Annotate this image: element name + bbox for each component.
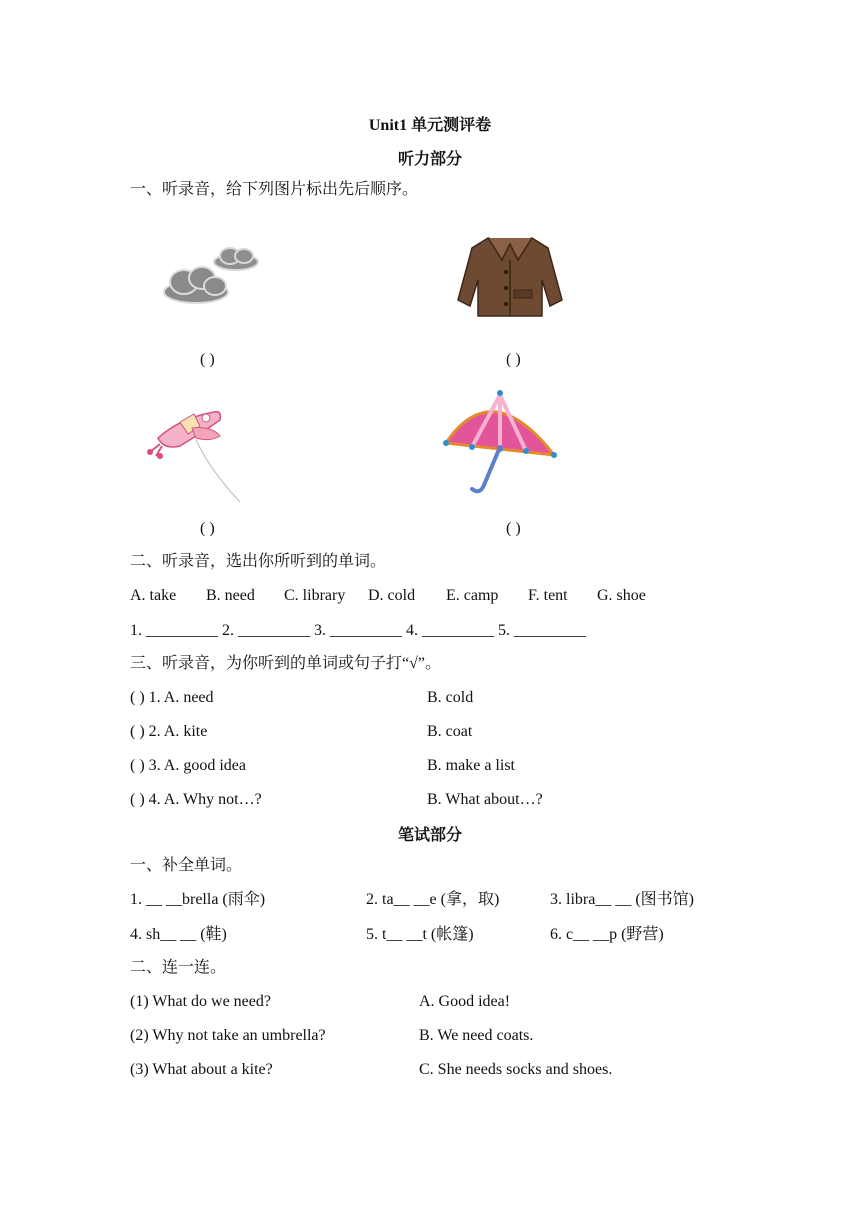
sec3-item-a: ( ) 2. A. kite [130,723,208,740]
w2-instruction: 二、连一连。 [130,959,227,976]
w1-item: 3. libra__ __ (图书馆) [550,891,694,908]
w2-question: (2) Why not take an umbrella? [130,1027,326,1044]
sec1-instruction: 一、听录音，给下列图片标出先后顺序。 [130,181,419,198]
w1-item: 1. __ __brella (雨伞) [130,891,266,908]
picture-1-answer: ( ) [200,351,215,368]
sec3-item-a: ( ) 1. A. need [130,689,214,706]
w2-question: (3) What about a kite? [130,1061,273,1078]
sec3-instruction: 三、听录音，为你听到的单词或句子打“√”。 [130,655,441,672]
sec2-option: D. cold [368,587,416,604]
kite-icon [140,400,250,505]
sec2-option: F. tent [528,587,568,604]
listening-heading: 听力部分 [397,151,462,168]
sec2-option: G. shoe [597,587,646,604]
picture-3-answer: ( ) [200,520,215,537]
sec2-option: B. need [206,587,255,604]
picture-2-answer: ( ) [506,351,521,368]
w1-item: 5. t__ __t (帐篷) [366,926,474,943]
w1-item: 4. sh__ __ (鞋) [130,926,227,943]
page-title: Unit1 单元测评卷 [368,117,492,134]
w1-item: 2. ta__ __e (拿，取) [366,891,500,908]
clouds-icon [160,240,270,310]
sec3-item-b: B. cold [427,689,474,706]
w2-answer: A. Good idea! [419,993,511,1010]
w2-answer: B. We need coats. [419,1027,534,1044]
w2-question: (1) What do we need? [130,993,271,1010]
w2-answer: C. She needs socks and shoes. [419,1061,613,1078]
coat-icon [450,230,570,320]
umbrella-icon [442,385,560,503]
w1-instruction: 一、补全单词。 [130,857,243,874]
w1-item: 6. c__ __p (野营) [550,926,664,943]
sec2-blanks: 1. _________ 2. _________ 3. _________ 4. _________ 5. _________ [130,622,586,639]
sec3-item-b: B. make a list [427,757,515,774]
sec2-instruction: 二、听录音，选出你所听到的单词。 [130,553,387,570]
sec2-option: A. take [130,587,177,604]
sec3-item-a: ( ) 3. A. good idea [130,757,246,774]
sec3-item-b: B. coat [427,723,473,740]
picture-4-answer: ( ) [506,520,521,537]
written-heading: 笔试部分 [397,827,462,844]
sec2-option: E. camp [446,587,499,604]
sec3-item-a: ( ) 4. A. Why not…? [130,791,262,808]
sec2-option: C. library [284,587,346,604]
sec3-item-b: B. What about…? [427,791,543,808]
